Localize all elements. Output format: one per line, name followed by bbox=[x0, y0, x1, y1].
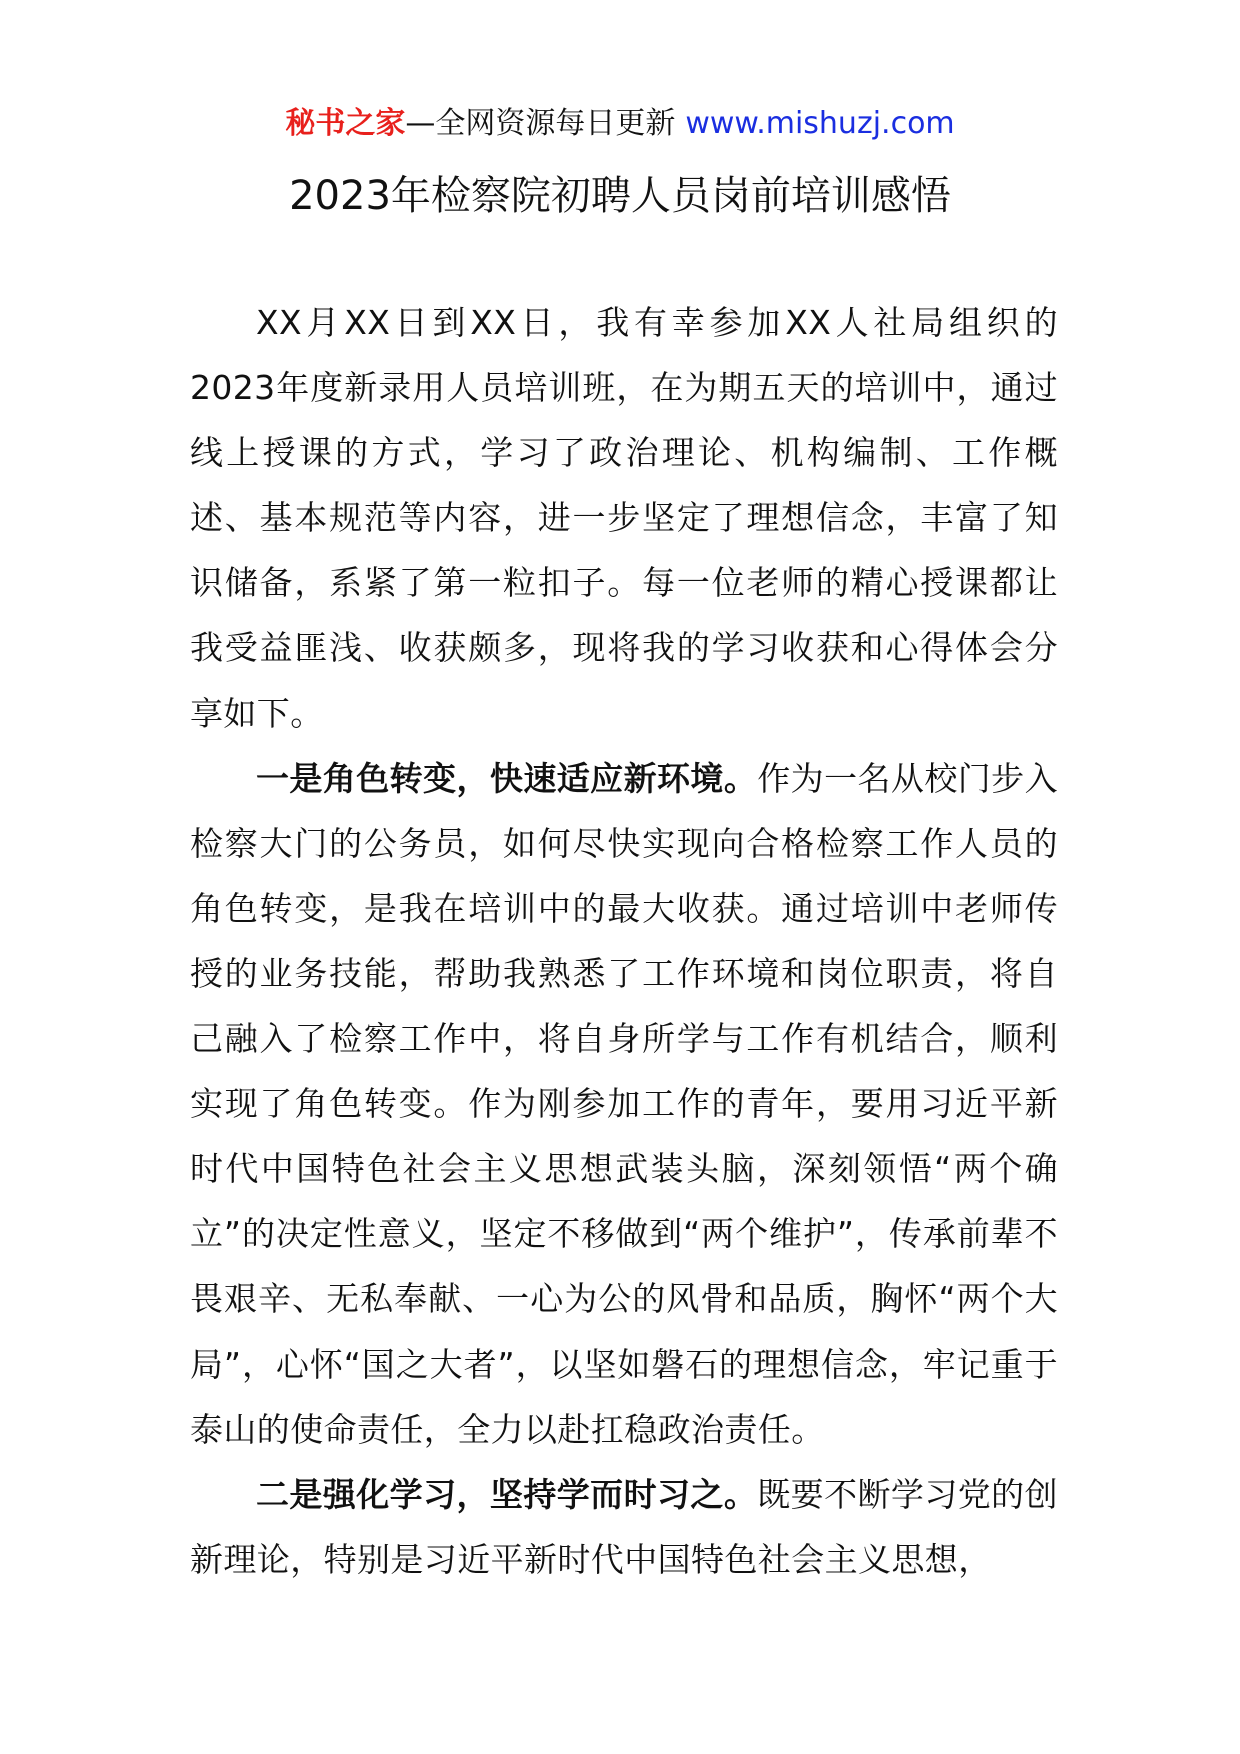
paragraph-text: 作为一名从校门步入检察大门的公务员，如何尽快实现向合格检察工作人员的角色转变，是我在培训中的最大收获。通过培训中老师传授的业务技能，帮助我熟悉了工作环境和岗位职责，将自己融入了检察工作中，将自身所学与工作有机结合，顺利实现了角色转变。作为刚参加工作的青年，要用习近平新时代中国特色社会主义思想武装头脑，深刻领悟“两个确立”的决定性意义，坚定不移做到“两个维护”，传承前辈不畏艰辛、无私奉献、一心为公的风骨和品质，胸怀“两个大局”，心怀“国之大者”，以坚如磐石的理想信念，牢记重于泰山的使命责任，全力以赴扛稳政治责任。 bbox=[190, 758, 1059, 1449]
site-url-link[interactable]: www.mishuzj.com bbox=[685, 106, 955, 141]
paragraph-text: 既要不断学习党的创新理论，特别是习近平新时代中国特色社会主义思想， bbox=[190, 1474, 1059, 1579]
site-brand: 秘书之家 bbox=[285, 106, 406, 141]
document-title: 2023年检察院初聘人员岗前培训感悟 bbox=[289, 173, 951, 219]
paragraph-lead: 一是角色转变，快速适应新环境。 bbox=[256, 758, 758, 798]
site-header bbox=[0, 104, 1240, 144]
paragraph-intro bbox=[190, 290, 1058, 746]
paragraph-study bbox=[190, 1462, 1058, 1592]
paragraph-role-change bbox=[190, 746, 1058, 1462]
document-body bbox=[190, 290, 1058, 1592]
site-tagline: —全网资源每日更新 bbox=[405, 106, 676, 141]
paragraph-text: XX月XX日到XX日，我有幸参加XX人社局组织的2023年度新录用人员培训班，在为期五天的培训中，通过线上授课的方式，学习了政治理论、机构编制、工作概述、基本规范等内容，进一步坚定了理想信念，丰富了知识储备，系紧了第一粒扣子。每一位老师的精心授课都让我受益匪浅、收获颇多，现将我的学习收获和心得体会分享如下。 bbox=[190, 303, 1058, 733]
paragraph-lead: 二是强化学习，坚持学而时习之。 bbox=[256, 1474, 758, 1514]
